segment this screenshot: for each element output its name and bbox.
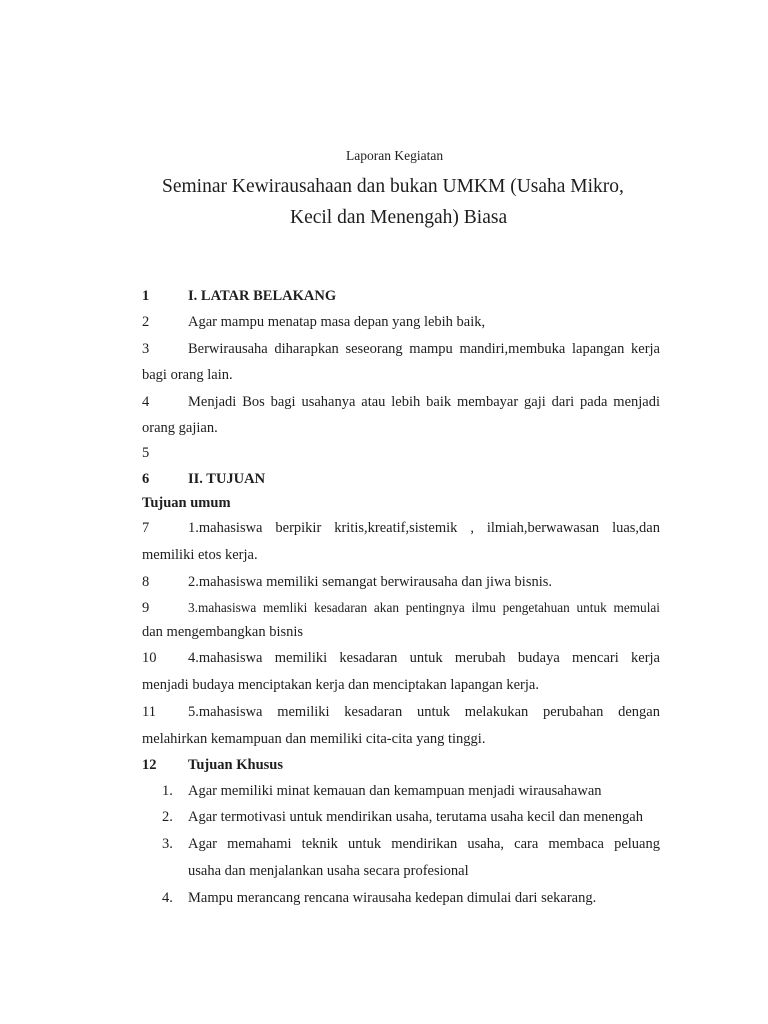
list-item: Agar memiliki minat kemauan dan kemampuan menjadi wirausahawan — [188, 783, 602, 799]
line-number: 6 — [142, 471, 150, 487]
list-item: Agar memahami teknik untuk mendirikan usaha, cara membaca peluang — [188, 836, 660, 852]
list-item: Mampu merancang rencana wirausaha kedepan dimulai dari sekarang. — [188, 890, 597, 906]
list-item-continuation: usaha dan menjalankan usaha secara profesional — [188, 863, 469, 879]
section-heading-latar-belakang: I. LATAR BELAKANG — [188, 288, 337, 304]
line-continuation: dan mengembangkan bisnis — [142, 624, 304, 640]
line-text: 3.mahasiswa memliki kesadaran akan pentingnya ilmu pengetahuan untuk memulai — [188, 600, 660, 615]
line-number: 5 — [142, 445, 150, 461]
line-number: 9 — [142, 600, 150, 616]
line-number: 10 — [142, 650, 157, 666]
line-text: 2.mahasiswa memiliki semangat berwirausaha dan jiwa bisnis. — [188, 574, 553, 590]
list-item: Agar termotivasi untuk mendirikan usaha, terutama usaha kecil dan menengah — [188, 809, 643, 825]
line-number: 4 — [142, 394, 150, 410]
list-item-number: 1. — [162, 783, 173, 799]
line-number: 7 — [142, 520, 150, 536]
line-text: Menjadi Bos bagi usahanya atau lebih baik membayar gaji dari pada menjadi — [188, 394, 660, 410]
line-continuation: memiliki etos kerja. — [142, 547, 258, 563]
list-item-number: 2. — [162, 809, 173, 825]
subheading-tujuan-umum: Tujuan umum — [142, 495, 231, 511]
line-continuation: orang gajian. — [142, 420, 218, 436]
line-continuation: bagi orang lain. — [142, 367, 233, 383]
document-label: Laporan Kegiatan — [346, 148, 444, 163]
section-heading-tujuan: II. TUJUAN — [188, 471, 266, 487]
document-title-line-1: Seminar Kewirausahaan dan bukan UMKM (Usaha Mikro, — [162, 176, 624, 197]
line-continuation: melahirkan kemampuan dan memiliki cita-cita yang tinggi. — [142, 731, 486, 747]
line-text: Agar mampu menatap masa depan yang lebih baik, — [188, 314, 486, 330]
subheading-tujuan-khusus: Tujuan Khusus — [188, 757, 283, 773]
list-item-number: 3. — [162, 836, 173, 852]
line-text: 5.mahasiswa memiliki kesadaran untuk melakukan perubahan dengan — [188, 704, 660, 720]
document-title-line-2: Kecil dan Menengah) Biasa — [290, 207, 508, 228]
line-number: 8 — [142, 574, 150, 590]
line-number: 1 — [142, 288, 150, 304]
line-text: Berwirausaha diharapkan seseorang mampu mandiri,membuka lapangan kerja — [188, 341, 660, 357]
line-number: 11 — [142, 704, 156, 720]
line-continuation: menjadi budaya menciptakan kerja dan menciptakan lapangan kerja. — [142, 677, 539, 693]
line-text: 1.mahasiswa berpikir kritis,kreatif,sistemik , ilmiah,berwawasan luas,dan — [188, 520, 660, 536]
line-text: 4.mahasiswa memiliki kesadaran untuk merubah budaya mencari kerja — [188, 650, 660, 666]
list-item-number: 4. — [162, 890, 173, 906]
line-number: 12 — [142, 757, 157, 773]
line-number: 2 — [142, 314, 150, 330]
line-number: 3 — [142, 341, 150, 357]
